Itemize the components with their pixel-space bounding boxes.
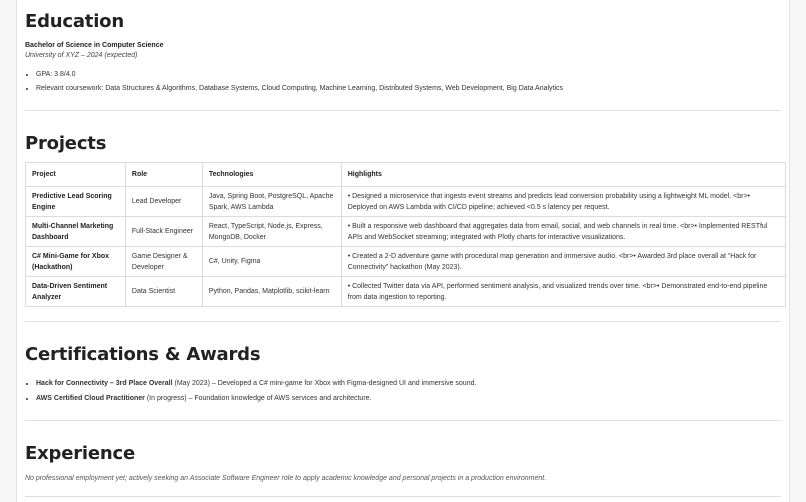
section-divider [25,496,781,497]
table-row [26,247,786,277]
education-heading: Education [25,11,124,32]
table-row [26,277,786,307]
project-name-cell: C# Mini-Game for Xbox (Hackathon) [26,247,126,277]
highlights-cell: • Built a responsive web dashboard that aggregates data from email, social, and web channels in real time. <br>• Implemented RESTful APIs and WebSocket streaming; integrated with Plotly charts for interactive visualizations. [341,217,785,247]
table-row [26,187,786,217]
projects-heading: Projects [25,133,107,154]
technologies-cell: Python, Pandas, Matplotlib, scikit-learn [202,277,341,307]
project-name-cell: Multi-Channel Marketing Dashboard [26,217,126,247]
coursework-item: • Relevant coursework: Data Structures & Algorithms, Database Systems, Cloud Computing, Machine Learning, Distributed Systems, Web Development, Big Data Analytics [36,82,781,96]
technologies-cell: React, TypeScript, Node.js, Express, MongoDB, Docker [202,217,341,247]
highlights-cell: • Collected Twitter data via API, performed sentiment analysis, and visualized trends over time. <br>• Demonstrated end-to-end pipeline from data ingestion to reporting. [341,277,785,307]
column-header-project: Project [26,163,126,187]
role-cell: Data Scientist [125,277,202,307]
degree-title: Bachelor of Science in Computer Science [25,42,164,49]
technologies-cell: Java, Spring Boot, PostgreSQL, Apache Spark, AWS Lambda [202,187,341,217]
role-cell: Lead Developer [125,187,202,217]
certification-detail: (In progress) – Foundation knowledge of AWS services and architecture. [144,395,372,402]
certifications-heading: Certifications & Awards [25,344,261,365]
experience-heading: Experience [25,443,135,464]
education-section [25,0,781,111]
highlights-cell: • Designed a microservice that ingests event streams and predicts lead conversion probability using a lightweight ML model. <br>• Deployed on AWS Lambda with CI/CD pipeline; achieved <0.5 s latency per request. [341,187,785,217]
certification-item [36,391,781,406]
section-divider [25,420,781,421]
column-header-role: Role [125,163,202,187]
column-header-highlights: Highlights [341,163,785,187]
resume-page [16,0,790,502]
project-name-cell: Predictive Lead Scoring Engine [26,187,126,217]
certifications-list [25,376,781,406]
technologies-cell: C#, Unity, Figma [202,247,341,277]
projects-section [25,133,781,322]
school-line: University of XYZ – 2024 (expected) [25,52,138,59]
project-name-cell: Data-Driven Sentiment Analyzer [26,277,126,307]
column-header-technologies: Technologies [202,163,341,187]
experience-section [25,443,781,497]
table-row [26,217,786,247]
certifications-section [25,344,781,421]
role-cell: Game Designer & Developer [125,247,202,277]
table-header-row [26,163,786,187]
certification-detail: (May 2023) – Developed a C# mini-game for Xbox with Figma-designed UI and immersive sound. [172,380,477,387]
experience-text: No professional employment yet; actively seeking an Associate Software Engineer role to apply academic knowledge and personal projects in a production environment. [25,475,547,482]
certification-item [36,376,781,391]
certification-title: AWS Certified Cloud Practitioner [36,395,145,402]
section-divider [25,110,781,111]
education-bullets [25,68,781,96]
section-divider [25,321,781,322]
gpa-item: • GPA: 3.8/4.0 [36,68,781,82]
role-cell: Full-Stack Engineer [125,217,202,247]
projects-table [25,162,786,307]
highlights-cell: • Created a 2-D adventure game with procedural map generation and immersive audio. <br>• Awarded 3rd place overall at “Hack for Connectivity” hackathon (May 2023). [341,247,785,277]
certification-title: Hack for Connectivity – 3rd Place Overall [36,380,173,387]
